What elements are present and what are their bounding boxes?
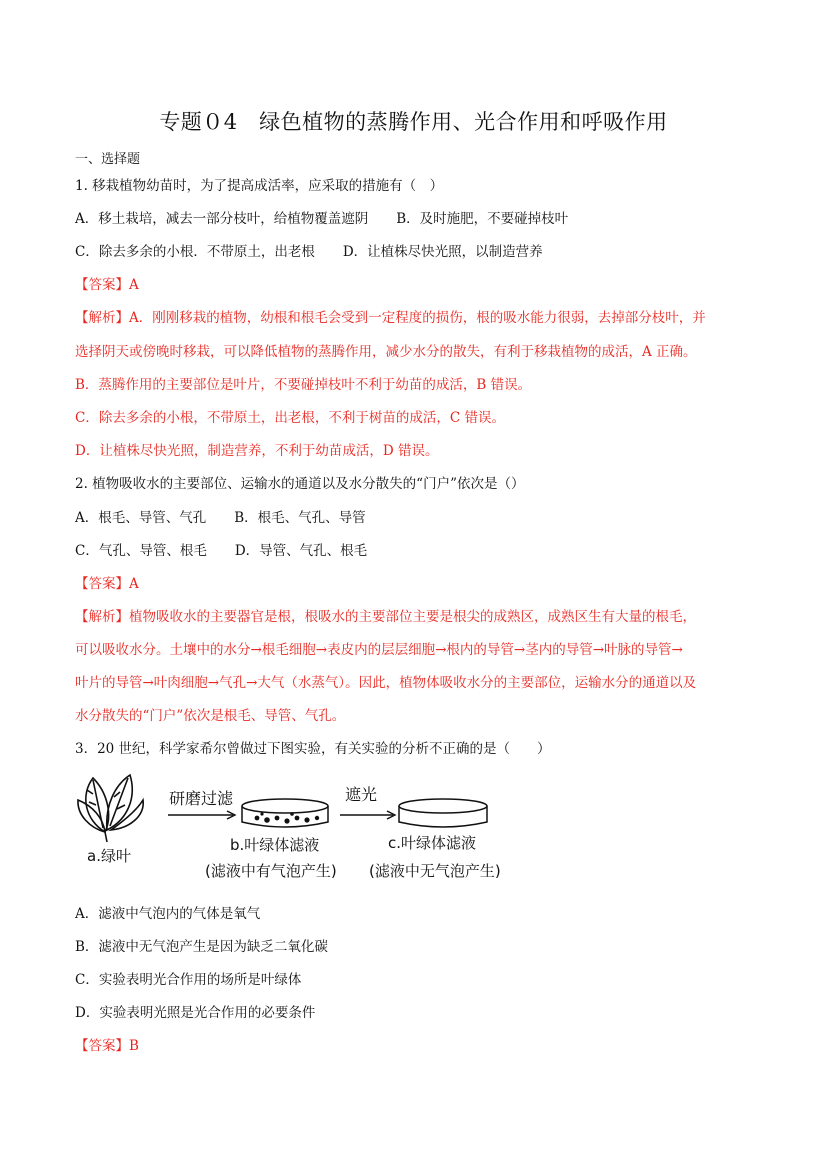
label-b: b.叶绿体滤液 [230,836,320,854]
question-1-analysis-line: B．蒸腾作用的主要部位是叶片，不要碰掉枝叶不利于幼苗的成活，B 错误。 [75,377,532,393]
analysis-tag: 【解析】 [75,609,129,625]
question-3-stem: 3．20 世纪，科学家希尔曾做过下图实验，有关实验的分析不正确的是（ ） [75,741,551,757]
answer-tag: 【答案】 [75,277,129,293]
question-1-analysis-line: C．除去多余的小根，不带原土，出老根，不利于树苗的成活，C 错误。 [75,410,505,426]
page-title: 专题０4 绿色植物的蒸腾作用、光合作用和呼吸作用 [159,110,668,134]
question-1-stem: 1. 移栽植物幼苗时，为了提高成活率，应采取的措施有（ ） [75,178,444,194]
question-2-stem: 2. 植物吸收水的主要部位、运输水的通道以及水分散失的“门户”依次是（） [75,476,525,492]
section-heading: 一、选择题 [75,152,141,167]
analysis-text: 植物吸收水的主要器官是根，根吸水的主要部位主要是根尖的成熟区，成熟区生有大量的根毛， [129,609,696,625]
answer-value: B [129,1038,139,1054]
option-c: C．气孔、导管、根毛 [75,543,207,559]
label-c-note: (滤液中无气泡产生) [369,862,501,880]
question-1-options-ab [75,207,568,227]
option-b: B．根毛、气孔、导管 [234,510,366,526]
option-d: D．让植株尽快光照，以制造营养 [342,244,543,260]
question-3-option-a: A．滤液中气泡内的气体是氧气 [75,906,261,922]
green-leaves-drawing [78,775,143,842]
question-2-options-ab [75,506,366,526]
analysis-tag: 【解析】 [75,310,129,326]
analysis-text: A．刚刚移栽的植物，幼根和根毛会受到一定程度的损伤，根的吸水能力很弱，去掉部分枝叶，并 [129,310,706,326]
question-2-analysis-line [75,605,696,625]
question-1-analysis-line: D．让植株尽快光照，制造营养，不利于幼苗成活，D 错误。 [75,443,439,459]
question-2-analysis-line: 可以吸收水分。土壤中的水分→根毛细胞→表皮内的层层细胞→根内的导管→茎内的导管→叶脉的导管→ [75,642,683,658]
question-3-option-b: B．滤液中无气泡产生是因为缺乏二氧化碳 [75,939,328,955]
question-1-analysis-line: 选择阴天或傍晚时移栽，可以降低植物的蒸腾作用，减少水分的散失，有利于移栽植物的成活，A 正确。 [75,344,697,360]
answer-tag: 【答案】 [75,1038,129,1054]
label-c: c.叶绿体滤液 [388,834,477,852]
question-1-options-cd [75,240,543,260]
option-a: A．根毛、导管、气孔 [75,510,207,526]
option-b: B．及时施肥，不要碰掉枝叶 [396,211,569,227]
answer-value: A [129,576,139,592]
arrow-1-label: 研磨过滤 [169,789,234,808]
question-2-answer [75,572,139,592]
option-a: A．移土栽培，减去一部分枝叶，给植物覆盖遮阴 [75,211,369,227]
petri-dish-b [242,799,328,827]
question-2-options-cd [75,539,367,559]
option-d: D．导管、气孔、根毛 [234,543,368,559]
question-3-option-d: D．实验表明光照是光合作用的必要条件 [75,1005,316,1021]
answer-tag: 【答案】 [75,576,129,592]
answer-value: A [129,277,139,293]
question-1-answer [75,273,139,293]
arrow-2-label: 遮光 [345,785,378,804]
option-c: C．除去多余的小根．不带原土，出老根 [75,244,315,260]
question-2-analysis-line: 叶片的导管→叶肉细胞→气孔→大气（水蒸气）。因此，植物体吸收水分的主要部位，运输水分的通道以及 [75,675,697,691]
label-a: a.绿叶 [87,847,131,865]
question-1-analysis-line [75,306,706,326]
label-b-note: (滤液中有气泡产生) [205,862,337,880]
question-3-option-c: C．实验表明光合作用的场所是叶绿体 [75,972,302,988]
experiment-figure [75,770,525,890]
question-3-answer [75,1034,139,1054]
question-2-analysis-line: 水分散失的“门户”依次是根毛、导管、气孔。 [75,708,346,724]
petri-dish-c [399,799,487,827]
